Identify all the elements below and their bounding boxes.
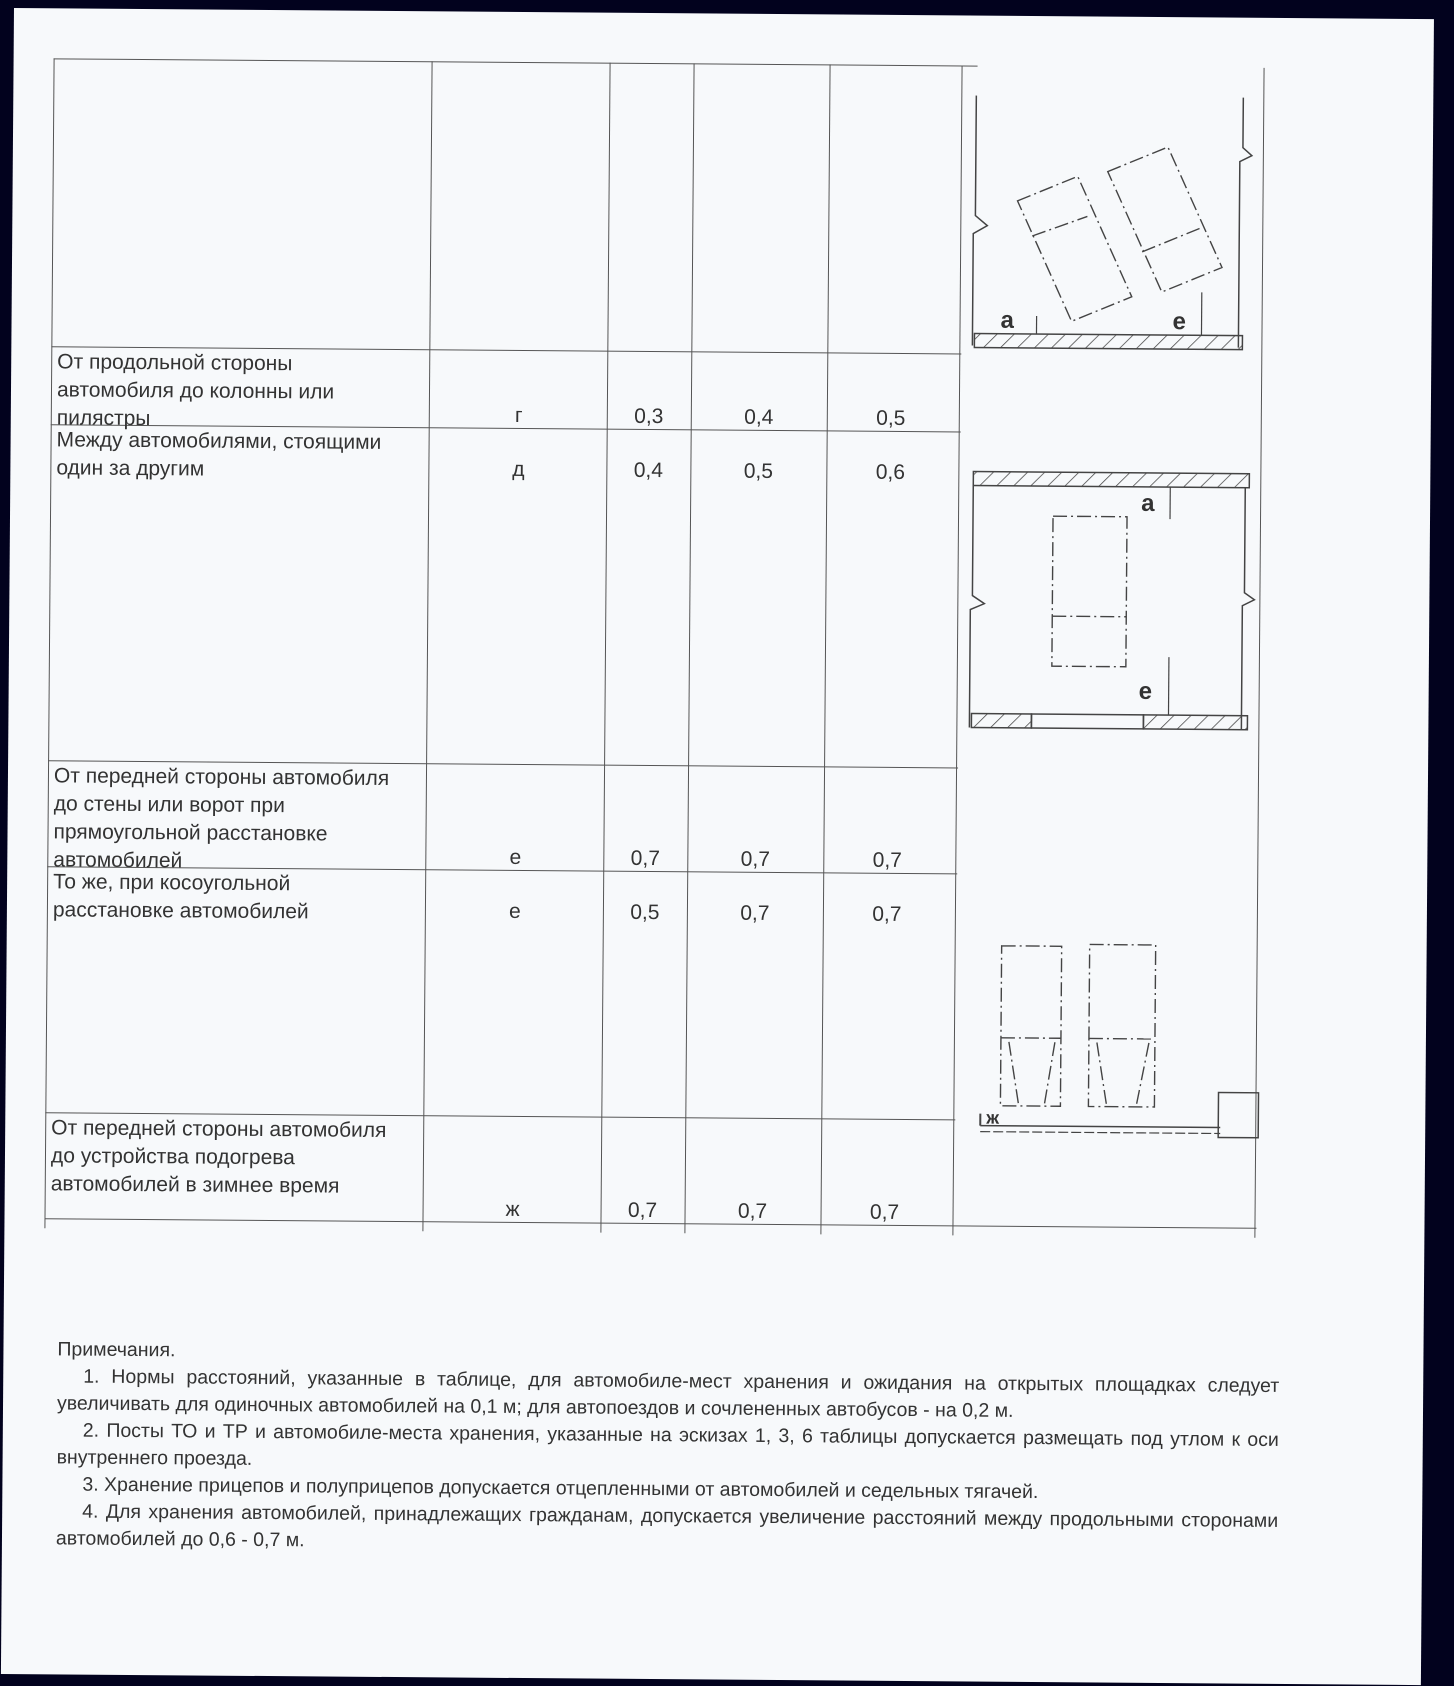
sketch-label: а	[1000, 306, 1015, 334]
row-label-line: От передней стороны автомобиля	[51, 1116, 387, 1142]
row-value: 0,3	[634, 404, 664, 429]
row-value: 0,7	[737, 1199, 768, 1223]
row-value: 0,5	[876, 406, 906, 431]
row-value: 0,5	[630, 900, 660, 925]
sketch-label: а	[1141, 489, 1155, 517]
row-label-line: один за другим	[56, 456, 205, 481]
row-value: 0,7	[740, 901, 770, 925]
table-row	[14, 8, 1434, 431]
note-item: 1. Нормы расстояний, указанные в таблице, для автомобиле-мест хранения и ожидания на открытых площадках следует увеличивать для одиночных автомобилей на 0,1 м; для автопоездов и сочлененных автобусов - на 0,2 м.	[56, 1365, 1280, 1422]
row-label-line: От передней стороны автомобиля	[53, 764, 390, 790]
row-value: 0,4	[633, 458, 664, 483]
sketch-label: е	[1172, 308, 1187, 336]
note-item: 3. Хранение прицепов и полуприцепов допускается отцепленными от автомобилей и седельных тягачей.	[82, 1473, 1039, 1504]
row-symbol: д	[512, 457, 525, 482]
sketch-label: ж	[986, 1107, 1000, 1128]
row-value: 0,6	[875, 460, 906, 485]
row-label-line: То же, при косоугольной	[53, 870, 291, 896]
row-value: 0,7	[630, 846, 661, 871]
row-value: 0,7	[872, 848, 903, 872]
row-label-line: прямоугольной расстановке	[53, 820, 328, 846]
note-item: 4. Для хранения автомобилей, принадлежащих гражданам, допускается увеличение расстояний между продольными сторонами автомобилей до 0,6 - 0,7 м.	[55, 1500, 1279, 1552]
row-value: 0,7	[740, 847, 771, 871]
row-label-line: автомобиля до колонны или	[56, 378, 335, 404]
notes-section	[56, 1336, 1280, 1562]
row-label-line: до стены или ворот при	[53, 792, 285, 818]
row-value: 0,5	[743, 459, 774, 483]
row-symbol: е	[509, 845, 522, 870]
row-label-line: пилястры	[56, 406, 151, 431]
sketch-angled-parking	[966, 75, 1258, 357]
row-symbol: е	[508, 899, 521, 924]
notes-title: Примечания.	[57, 1338, 176, 1362]
row-label-line: От продольной стороны	[57, 350, 293, 376]
row-label-line: Между автомобилями, стоящими	[56, 428, 382, 454]
sketch-rectangular-parking	[963, 465, 1255, 737]
sketch-label: е	[1138, 677, 1153, 705]
row-value: 0,4	[744, 405, 774, 429]
row-value: 0,7	[872, 902, 902, 926]
row-label-line: до устройства подогрева	[50, 1144, 296, 1170]
note-item: 2. Посты ТО и ТР и автомобиле-места хранения, указанные на эскизах 1, 3, 6 таблицы допускается размещать под утлом к оси внутреннего проезда.	[56, 1419, 1279, 1470]
row-label-line: автомобилей в зимнее время	[50, 1172, 340, 1198]
norms-table	[14, 8, 1434, 19]
row-value: 0,7	[627, 1198, 658, 1223]
row-label-line: автомобилей	[53, 848, 183, 873]
row-symbol: ж	[505, 1197, 520, 1222]
row-symbol: г	[514, 403, 523, 428]
row-value: 0,7	[869, 1200, 900, 1224]
sketch-heating-device	[960, 915, 1262, 1137]
document-page	[1, 8, 1434, 1685]
row-label-line: расстановке автомобилей	[52, 898, 309, 924]
